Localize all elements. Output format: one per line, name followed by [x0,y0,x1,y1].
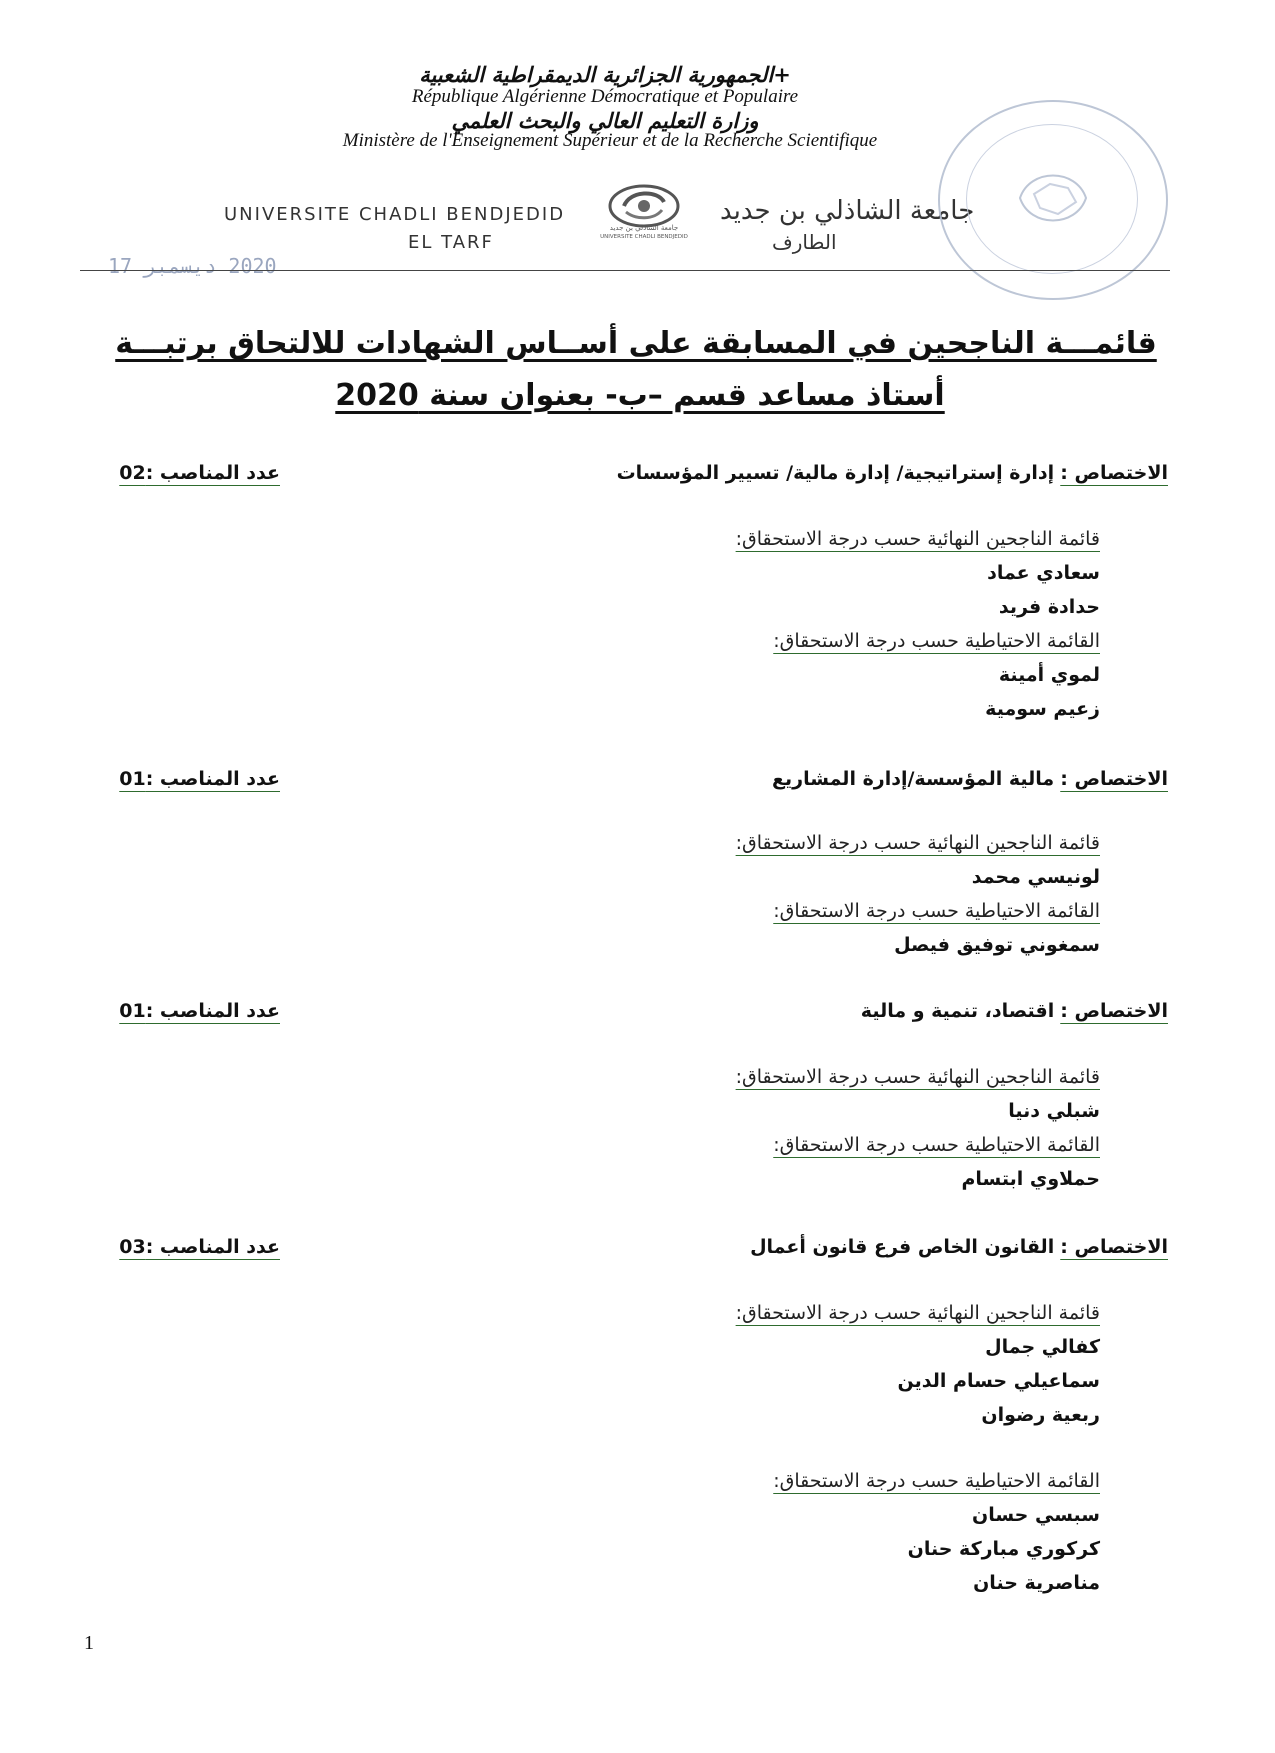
reserve-name: كركوري مباركة حنان [907,1538,1100,1560]
city-arabic: الطارف [772,230,837,254]
specialty-line [560,462,1168,484]
ministry-french: Ministère de l'Enseignement Supérieur et de la Recherche Scientifique [342,130,878,151]
university-logo [596,180,692,246]
specialty-value: إدارة إستراتيجية/ إدارة مالية/ تسيير المؤسسات [616,462,1055,484]
specialty-value: اقتصاد، تنمية و مالية [860,1000,1055,1022]
reserve-name: لموي أمينة [998,664,1100,686]
specialty-label: الاختصاص : [1060,768,1168,790]
reserve-list-heading: القائمة الاحتياطية حسب درجة الاستحقاق: [773,1134,1100,1156]
date-stamp: 2020 ديسمبر 17 [108,254,277,278]
reserve-name: زعيم سومية [985,698,1100,720]
specialty-label: الاختصاص : [1060,1236,1168,1258]
final-name: حدادة فريد [998,596,1100,618]
final-name: شبلي دنيا [1008,1100,1100,1122]
posts-value: 01 [119,768,146,790]
university-name-french: UNIVERSITE CHADLI BENDJEDID [224,204,566,225]
specialty-line [560,1000,1168,1022]
posts-value: 02 [119,462,146,484]
republic-arabic: +الجمهورية الجزائرية الديمقراطية الشعبية [419,62,791,87]
final-list-heading: قائمة الناجحين النهائية حسب درجة الاستحقاق: [735,1302,1100,1324]
final-list-heading: قائمة الناجحين النهائية حسب درجة الاستحقاق: [735,1066,1100,1088]
city-french: EL TARF [408,232,494,253]
final-name: سماعيلي حسام الدين [897,1370,1100,1392]
final-list-heading: قائمة الناجحين النهائية حسب درجة الاستحقاق: [735,528,1100,550]
reserve-list-heading: القائمة الاحتياطية حسب درجة الاستحقاق: [773,900,1100,922]
posts-value: 01 [119,1000,146,1022]
ministry-arabic: وزارة التعليم العالي والبحث العلمي [451,108,759,133]
final-list-heading: قائمة الناجحين النهائية حسب درجة الاستحقاق: [735,832,1100,854]
final-name: كفالي جمال [985,1336,1100,1358]
logo-caption-arabic: جامعة الشاذلي بن جديد [609,224,679,232]
reserve-name: حملاوي ابتسام [961,1168,1100,1190]
specialty-line [560,768,1168,790]
logo-caption-french: UNIVERSITE CHADLI BENDJEDID [600,234,688,240]
header-divider [80,270,1170,271]
reserve-name: سبسي حسان [972,1504,1100,1526]
document-title-line-2: أستاذ مساعد قسم –ب- بعنوان سنة 2020 [335,378,945,413]
reserve-name: مناصرية حنان [973,1572,1100,1594]
reserve-list-heading: القائمة الاحتياطية حسب درجة الاستحقاق: [773,1470,1100,1492]
university-name-arabic: جامعة الشاذلي بن جديد [720,196,975,226]
specialty-value: مالية المؤسسة/إدارة المشاريع [772,768,1055,790]
final-name: ربعية رضوان [981,1404,1100,1426]
posts-count [100,462,280,484]
posts-count [100,768,280,790]
page-number: 1 [84,1632,94,1654]
republic-french: République Algérienne Démocratique et Populaire [411,86,799,107]
reserve-list-heading: القائمة الاحتياطية حسب درجة الاستحقاق: [773,630,1100,652]
posts-label: عدد المناصب : [145,768,280,790]
posts-count [100,1236,280,1258]
final-name: لونيسي محمد [971,866,1100,888]
reserve-name: سمغوني توفيق فيصل [894,934,1100,956]
posts-label: عدد المناصب : [145,1000,280,1022]
final-name: سعادي عماد [987,562,1100,584]
specialty-line [560,1236,1168,1258]
specialty-label: الاختصاص : [1060,1000,1168,1022]
document-title-line-1: قائمـــة الناجحين في المسابقة على أســاس الشهادات للالتحاق برتبـــة [115,326,1157,361]
posts-label: عدد المناصب : [145,1236,280,1258]
specialty-label: الاختصاص : [1060,462,1168,484]
posts-label: عدد المناصب : [145,462,280,484]
specialty-value: القانون الخاص فرع قانون أعمال [750,1236,1055,1258]
posts-count [100,1000,280,1022]
posts-value: 03 [119,1236,146,1258]
